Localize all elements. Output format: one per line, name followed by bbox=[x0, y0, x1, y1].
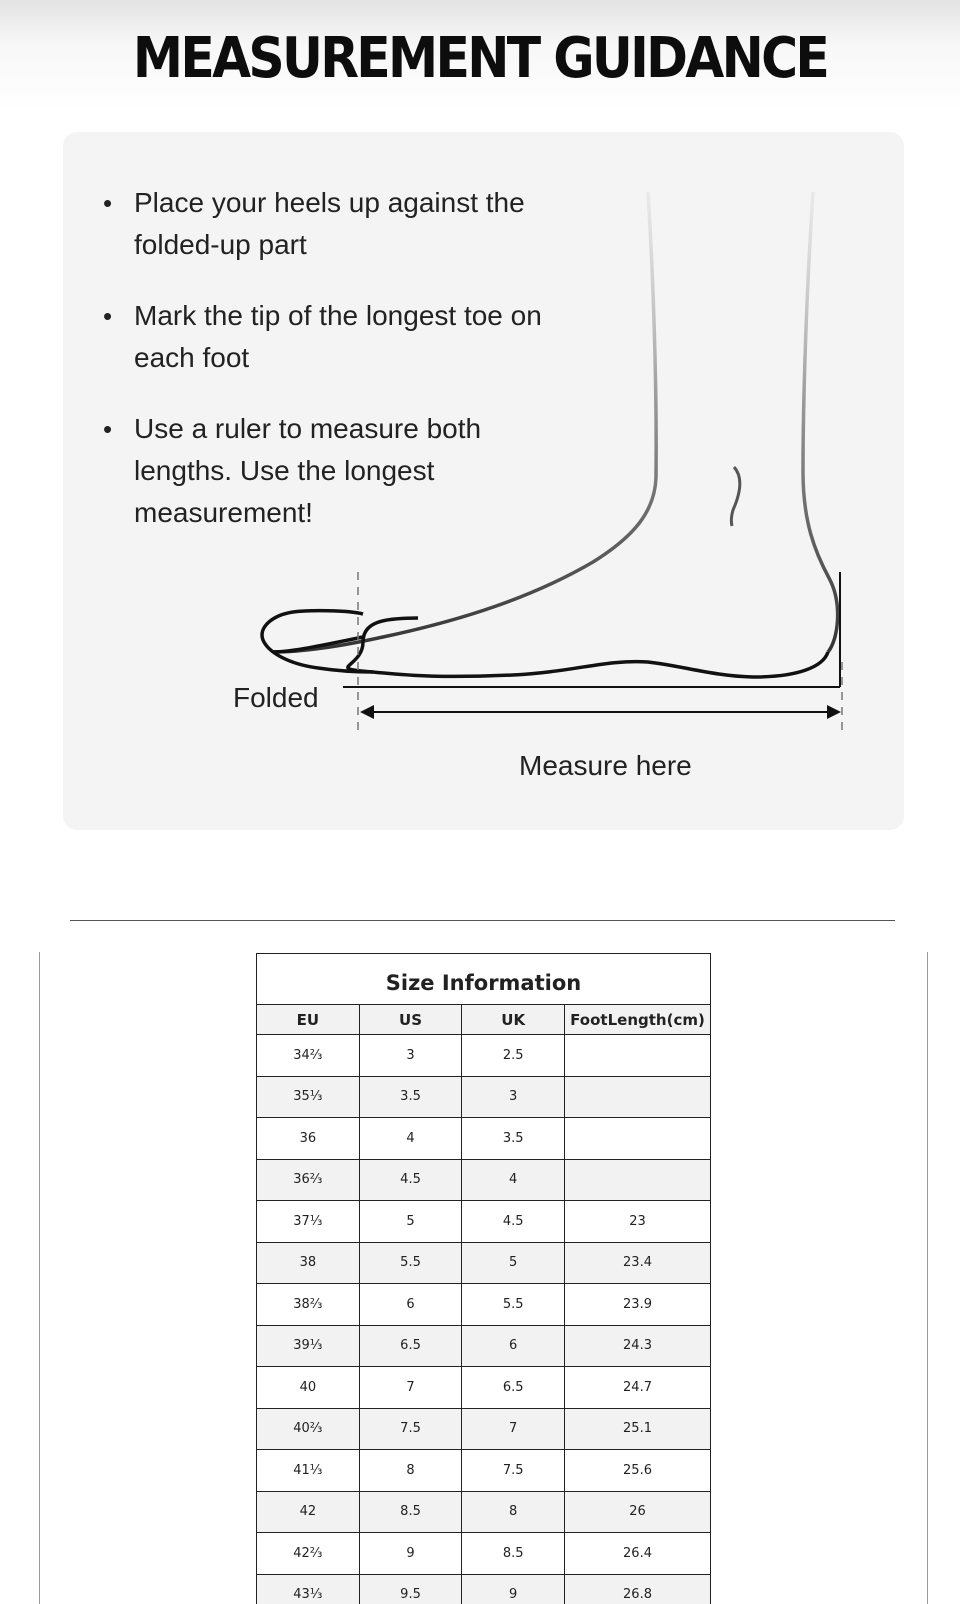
foot-measurement-illustration bbox=[63, 132, 904, 830]
cell-foot-length: 24.7 bbox=[565, 1367, 711, 1409]
cell-us: 5 bbox=[359, 1201, 462, 1243]
cell-uk: 7 bbox=[462, 1408, 565, 1450]
cell-eu: 38 bbox=[257, 1242, 360, 1284]
instruction-text: Place your heels up against the folded-up part bbox=[134, 187, 525, 260]
bullet-icon: • bbox=[103, 414, 113, 444]
cell-uk: 8 bbox=[462, 1491, 565, 1533]
cell-foot-length: 24.3 bbox=[565, 1325, 711, 1367]
section-divider bbox=[70, 920, 895, 921]
cell-uk: 7.5 bbox=[462, 1450, 565, 1492]
left-border-line bbox=[39, 952, 40, 1604]
cell-eu: 35⅓ bbox=[257, 1076, 360, 1118]
size-chart-title: Size Information bbox=[257, 954, 711, 1005]
cell-eu: 34⅔ bbox=[257, 1035, 360, 1077]
cell-uk: 5.5 bbox=[462, 1284, 565, 1326]
cell-us: 8 bbox=[359, 1450, 462, 1492]
cell-foot-length bbox=[565, 1159, 711, 1201]
leg-front-line bbox=[273, 192, 656, 652]
table-row bbox=[257, 1076, 711, 1118]
cell-foot-length: 23 bbox=[565, 1201, 711, 1243]
header-eu: EU bbox=[257, 1005, 360, 1035]
cell-uk: 5 bbox=[462, 1242, 565, 1284]
cell-eu: 42 bbox=[257, 1491, 360, 1533]
cell-foot-length: 23.4 bbox=[565, 1242, 711, 1284]
instruction-text: Use a ruler to measure both lengths. Use the longest measurement! bbox=[134, 413, 482, 528]
cell-us: 4.5 bbox=[359, 1159, 462, 1201]
arrow-left-icon bbox=[360, 705, 374, 719]
cell-uk: 2.5 bbox=[462, 1035, 565, 1077]
cell-foot-length bbox=[565, 1035, 711, 1077]
table-row bbox=[257, 1035, 711, 1077]
toe-outline bbox=[238, 613, 373, 652]
right-border-line bbox=[927, 952, 928, 1604]
folded-label: Folded bbox=[233, 682, 319, 713]
table-row bbox=[257, 1367, 711, 1409]
cell-uk: 9 bbox=[462, 1574, 565, 1604]
table-row bbox=[257, 1242, 711, 1284]
cell-eu: 41⅓ bbox=[257, 1450, 360, 1492]
page-title: MEASUREMENT GUIDANCE bbox=[132, 26, 828, 91]
table-row bbox=[257, 1450, 711, 1492]
cell-us: 7 bbox=[359, 1367, 462, 1409]
cell-eu: 39⅓ bbox=[257, 1325, 360, 1367]
cell-uk: 6.5 bbox=[462, 1367, 565, 1409]
table-row bbox=[257, 1408, 711, 1450]
measure-here-label: Measure here bbox=[519, 750, 692, 781]
table-row bbox=[257, 1574, 711, 1604]
cell-eu: 40⅔ bbox=[257, 1408, 360, 1450]
cell-eu: 40 bbox=[257, 1367, 360, 1409]
cell-us: 9 bbox=[359, 1533, 462, 1575]
table-row bbox=[257, 1118, 711, 1160]
cell-eu: 42⅔ bbox=[257, 1533, 360, 1575]
cell-foot-length: 25.1 bbox=[565, 1408, 711, 1450]
header-us: US bbox=[359, 1005, 462, 1035]
cell-uk: 3 bbox=[462, 1076, 565, 1118]
table-row bbox=[257, 1201, 711, 1243]
cell-foot-length bbox=[565, 1076, 711, 1118]
cell-us: 8.5 bbox=[359, 1491, 462, 1533]
cell-foot-length: 23.9 bbox=[565, 1284, 711, 1326]
table-row bbox=[257, 1325, 711, 1367]
cell-uk: 3.5 bbox=[462, 1118, 565, 1160]
size-chart-table bbox=[256, 953, 711, 1604]
cell-us: 9.5 bbox=[359, 1574, 462, 1604]
table-row bbox=[257, 1491, 711, 1533]
table-row bbox=[257, 1159, 711, 1201]
cell-uk: 4.5 bbox=[462, 1201, 565, 1243]
bullet-icon: • bbox=[103, 301, 113, 331]
cell-foot-length: 26.4 bbox=[565, 1533, 711, 1575]
leg-back-line bbox=[803, 192, 838, 652]
cell-eu: 43⅓ bbox=[257, 1574, 360, 1604]
header-foot-length: FootLength(cm) bbox=[565, 1005, 711, 1035]
cell-us: 3.5 bbox=[359, 1076, 462, 1118]
cell-us: 7.5 bbox=[359, 1408, 462, 1450]
cell-eu: 38⅔ bbox=[257, 1284, 360, 1326]
table-body bbox=[257, 1035, 711, 1604]
bullet-icon: • bbox=[103, 188, 113, 218]
table-row bbox=[257, 1284, 711, 1326]
cell-us: 6 bbox=[359, 1284, 462, 1326]
cell-us: 4 bbox=[359, 1118, 462, 1160]
cell-uk: 6 bbox=[462, 1325, 565, 1367]
table-row bbox=[257, 1533, 711, 1575]
instruction-text: Mark the tip of the longest toe on each foot bbox=[134, 300, 542, 373]
cell-uk: 4 bbox=[462, 1159, 565, 1201]
cell-eu: 37⅓ bbox=[257, 1201, 360, 1243]
cell-foot-length: 25.6 bbox=[565, 1450, 711, 1492]
header-uk: UK bbox=[462, 1005, 565, 1035]
cell-foot-length: 26.8 bbox=[565, 1574, 711, 1604]
cell-eu: 36⅔ bbox=[257, 1159, 360, 1201]
cell-us: 6.5 bbox=[359, 1325, 462, 1367]
cell-foot-length: 26 bbox=[565, 1491, 711, 1533]
cell-uk: 8.5 bbox=[462, 1533, 565, 1575]
cell-foot-length bbox=[565, 1118, 711, 1160]
measurement-guide-card bbox=[63, 132, 904, 830]
cell-eu: 36 bbox=[257, 1118, 360, 1160]
ankle-mark bbox=[731, 467, 740, 526]
table-header-row bbox=[257, 1005, 711, 1035]
cell-us: 5.5 bbox=[359, 1242, 462, 1284]
cell-us: 3 bbox=[359, 1035, 462, 1077]
arrow-right-icon bbox=[827, 705, 841, 719]
